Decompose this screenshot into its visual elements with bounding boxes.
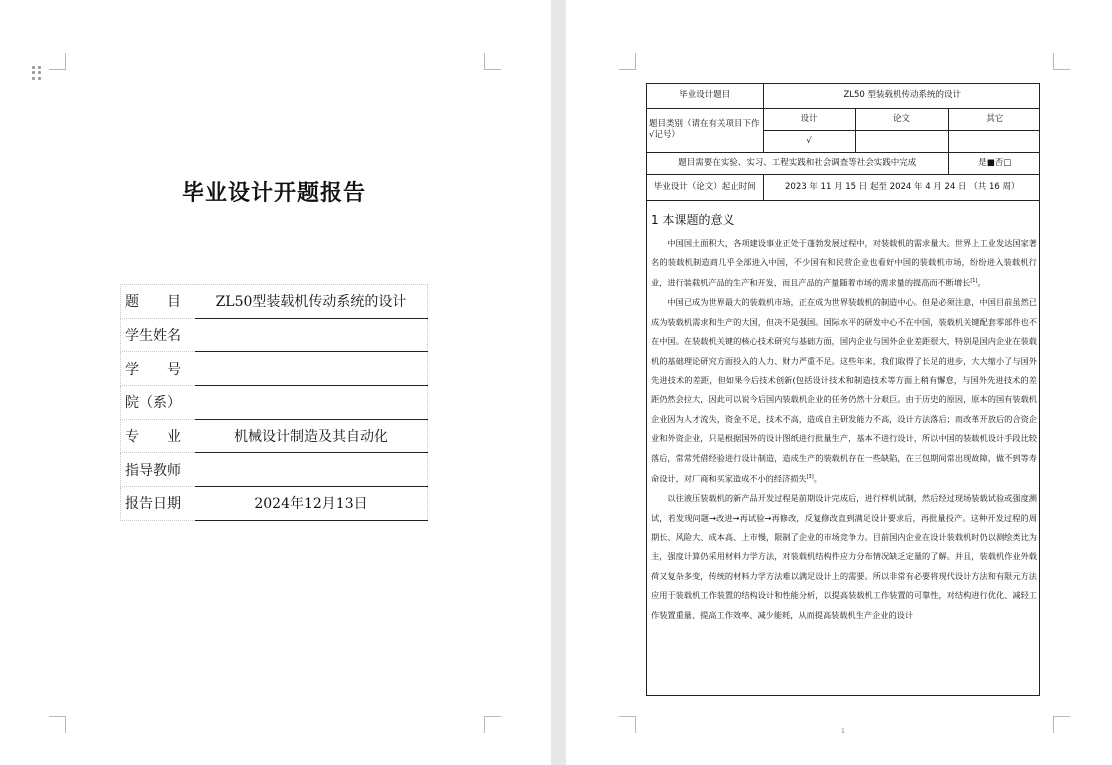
- cover-row-id: [121, 352, 428, 386]
- section-heading: 1 本课题的意义: [651, 212, 735, 227]
- cover-title: 毕业设计开题报告: [181, 181, 366, 206]
- crop-mark: [1053, 716, 1070, 733]
- cover-value[interactable]: [195, 386, 428, 420]
- practice-question: 题目需要在实验、实习、工程实践和社会调查等社会实践中完成: [647, 152, 948, 174]
- period-value[interactable]: 2023 年 11 月 15 日 起至 2024 年 4 月 24 日 （共 16 周）: [763, 174, 1040, 200]
- cover-label: 院（系）: [121, 386, 196, 420]
- paragraph: [651, 293, 1037, 489]
- crop-mark: [619, 53, 636, 70]
- crop-mark: [49, 53, 66, 70]
- crop-mark: [619, 716, 636, 733]
- category-design: 设计: [763, 108, 855, 130]
- cover-row-date: [121, 487, 428, 521]
- page-gap: [551, 0, 566, 765]
- paragraph-end: 。: [813, 473, 822, 484]
- cover-label: 学 号: [121, 352, 196, 386]
- category-thesis: 论文: [855, 108, 948, 130]
- paragraph: [651, 234, 1037, 294]
- paragraph-text: 中国已成为世界最大的装载机市场，正在成为世界装载机的制造中心。但是必须注意，中国目前虽然已成为装载机需求和生产的大国，但决不是强国。国际水平的研发中心不在中国，装载机关键配套零部件也不在中国。在装载机关键的核心技术研究与基础方面，国内企业与国外企业差距很大，特别是国内企业在装载机的基础理论研究方面投入的人力、财力严重不足。这些年来，我们取得了长足的进步，大大缩小了与国外先进技术的差距，但如果今后技术创新(包括设计技术和制造技术等方面上稍有懈怠，与国外先进技术的差距仍然会拉大，因此可以说今后国内装载机企业的任务仍然十分艰巨。由于历史的原因，原本的国有装载机企业因为人才流失，资金不足，技术不高，造成自主研发能力不高，设计方法落后；而改革开放后的合资企业和外资企业，只是根据国外的设计图纸进行批量生产，基本不进行设计，所以中国的装载机设计手段比较落后，常常凭借经验进行设计制造，造成生产的装载机存在一些缺陷，在三包期间常出现故障，做不到等寿命设计，对厂商和买家造成不小的经济损失: [651, 297, 1037, 484]
- crop-mark: [484, 716, 501, 733]
- category-thesis-check[interactable]: [855, 130, 948, 152]
- topic-label: 毕业设计题目: [647, 84, 763, 108]
- category-design-check[interactable]: √: [763, 130, 855, 152]
- cover-row-advisor: [121, 453, 428, 487]
- cover-row-dept: [121, 386, 428, 420]
- cover-value[interactable]: [195, 352, 428, 386]
- body-text: [647, 234, 1039, 626]
- page-number: 1: [841, 728, 845, 735]
- drag-handle-icon[interactable]: [32, 66, 42, 80]
- cover-value[interactable]: 机械设计制造及其自动化: [195, 419, 428, 453]
- paragraph-text: 以往液压装载机的新产品开发过程是前期设计完成后，进行样机试制，然后经过现场装载试验或强度测试，若发现问题→改进→再试验→再修改，反复修改直到满足设计要求后，再批量投产。这种开发过程的周期长、风险大、成本高、上市慢，限制了企业的市场竞争力。目前国内企业在设计装载机时仍以测绘类比为主，强度计算仍采用材料力学方法，对装载机结构件应力分布情况缺乏定量的了解。并且，装载机作业外载荷又复杂多变，传统的材料力学方法难以满足设计上的需要。所以非常有必要将现代设计方法和有限元方法应用于装载机工作装置的结构设计和性能分析，以提高装载机工作装置的可靠性，对结构进行优化、减轻工作装置重量、提高工作效率、减少能耗，从而提高装载机生产企业的设计: [651, 493, 1037, 620]
- cover-value[interactable]: 2024年12月13日: [195, 487, 428, 521]
- paragraph-end: 。: [977, 278, 986, 289]
- cover-row-major: [121, 419, 428, 453]
- category-label: 题目类别（请在有关项目下作√记号）: [647, 108, 763, 152]
- cover-row-topic: [121, 285, 428, 319]
- cover-label: 学生姓名: [121, 318, 196, 352]
- cover-page: [0, 0, 551, 765]
- cover-value[interactable]: [195, 453, 428, 487]
- paragraph: [651, 489, 1037, 625]
- cover-label: 报告日期: [121, 487, 196, 521]
- info-table: [647, 84, 1040, 201]
- crop-mark: [49, 716, 66, 733]
- cover-label: 指导教师: [121, 453, 196, 487]
- category-other-check[interactable]: [948, 130, 1040, 152]
- crop-mark: [1053, 53, 1070, 70]
- cover-label: 题 目: [121, 285, 196, 319]
- cover-value[interactable]: ZL50型装载机传动系统的设计: [195, 285, 428, 319]
- cover-value[interactable]: [195, 318, 428, 352]
- paragraph-text: 中国国土面积大，各项建设事业正处于蓬勃发展过程中，对装载机的需求量大。世界上工业发达国家著名的装载机制造商几乎全部进入中国，不少国有和民营企业也看好中国的装载机市场，纷纷进入装载机行业，进行装载机产品的生产和开发，而且产品的产量随着市场的需求量的提高而不断增长: [651, 237, 1037, 289]
- citation: [3]: [806, 474, 814, 481]
- cover-row-name: [121, 318, 428, 352]
- category-other: 其它: [948, 108, 1040, 130]
- practice-answer[interactable]: 是■否□: [948, 152, 1040, 174]
- report-frame: [646, 83, 1040, 696]
- cover-label: 专 业: [121, 419, 196, 453]
- crop-mark: [484, 53, 501, 70]
- citation: [1]: [970, 278, 978, 285]
- cover-form: [120, 284, 428, 521]
- topic-value[interactable]: ZL50 型装载机传动系统的设计: [763, 84, 1040, 108]
- period-label: 毕业设计（论文）起止时间: [647, 174, 763, 200]
